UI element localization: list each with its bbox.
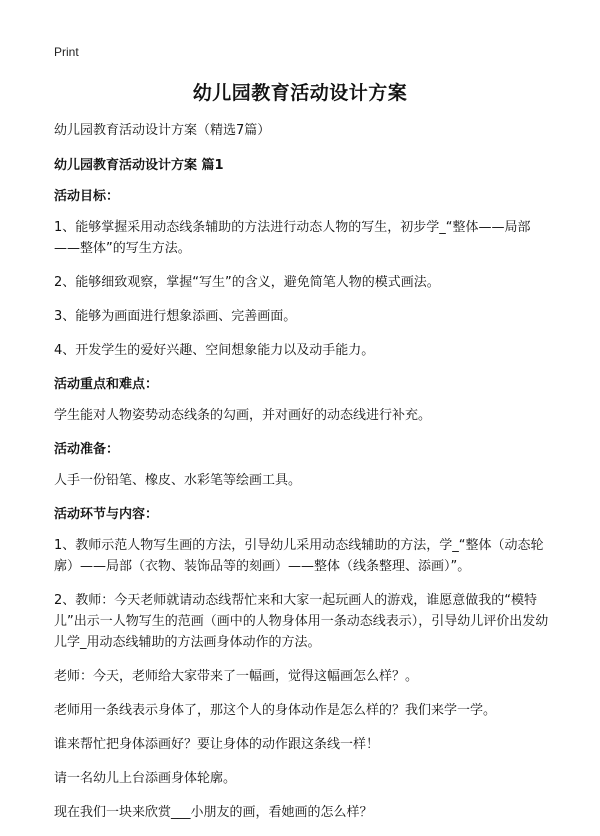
block-0: 活动目标： xyxy=(54,189,120,204)
block-10: 1、教师示范人物写生画的方法，引导幼儿采用动态线辅助的方法，学_“整体（动态轮廓）——局部（衣物、装饰品等的刻画）——整体（线条整理、添画）”。 xyxy=(54,538,544,574)
block-3: 3、能够为画面进行想象添画、完善画面。 xyxy=(54,309,297,324)
print-label[interactable]: Print xyxy=(54,45,79,59)
block-5: 活动重点和难点： xyxy=(54,377,159,392)
block-11: 2、教师：今天老师就请动态线帮忙来和大家一起玩画人的游戏，谁愿意做我的“模特儿”出示一人物写生的范画（画中的人物身体用一条动态线表示），引导幼儿评价出发幼儿学_用动态线辅助的方法画身体动作的方法。 xyxy=(54,593,549,650)
block-7: 活动准备： xyxy=(54,442,120,457)
block-1: 1、能够掌握采用动态线条辅助的方法进行动态人物的写生，初步学_“整体——局部——整体”的写生方法。 xyxy=(54,220,531,256)
block-4: 4、开发学生的爱好兴趣、空间想象能力以及动手能力。 xyxy=(54,343,375,358)
block-2: 2、能够细致观察，掌握“写生”的含义，避免简笔人物的模式画法。 xyxy=(54,275,440,290)
document-subtitle: 幼儿园教育活动设计方案（精选7篇） xyxy=(54,123,271,138)
block-12: 老师：今天，老师给大家带来了一幅画，觉得这幅画怎么样？。 xyxy=(54,669,419,684)
document-title: 幼儿园教育活动设计方案 xyxy=(192,82,408,104)
block-8: 人手一份铅笔、橡皮、水彩笔等绘画工具。 xyxy=(54,473,302,488)
document-content xyxy=(54,120,554,836)
block-16: 现在我们一块来欣赏___小朋友的画，看她画的怎么样？ xyxy=(54,805,373,820)
block-15: 请一名幼儿上台添画身体轮廓。 xyxy=(54,771,237,786)
block-14: 谁来帮忙把身体添画好？要让身体的动作跟这条线一样！ xyxy=(54,737,380,752)
section-title: 幼儿园教育活动设计方案 篇1 xyxy=(54,158,224,173)
block-6: 学生能对人物姿势动态线条的勾画，并对画好的动态线进行补充。 xyxy=(54,408,432,423)
block-13: 老师用一条线表示身体了，那这个人的身体动作是怎么样的？我们来学一学。 xyxy=(54,703,497,718)
block-9: 活动环节与内容： xyxy=(54,507,159,522)
